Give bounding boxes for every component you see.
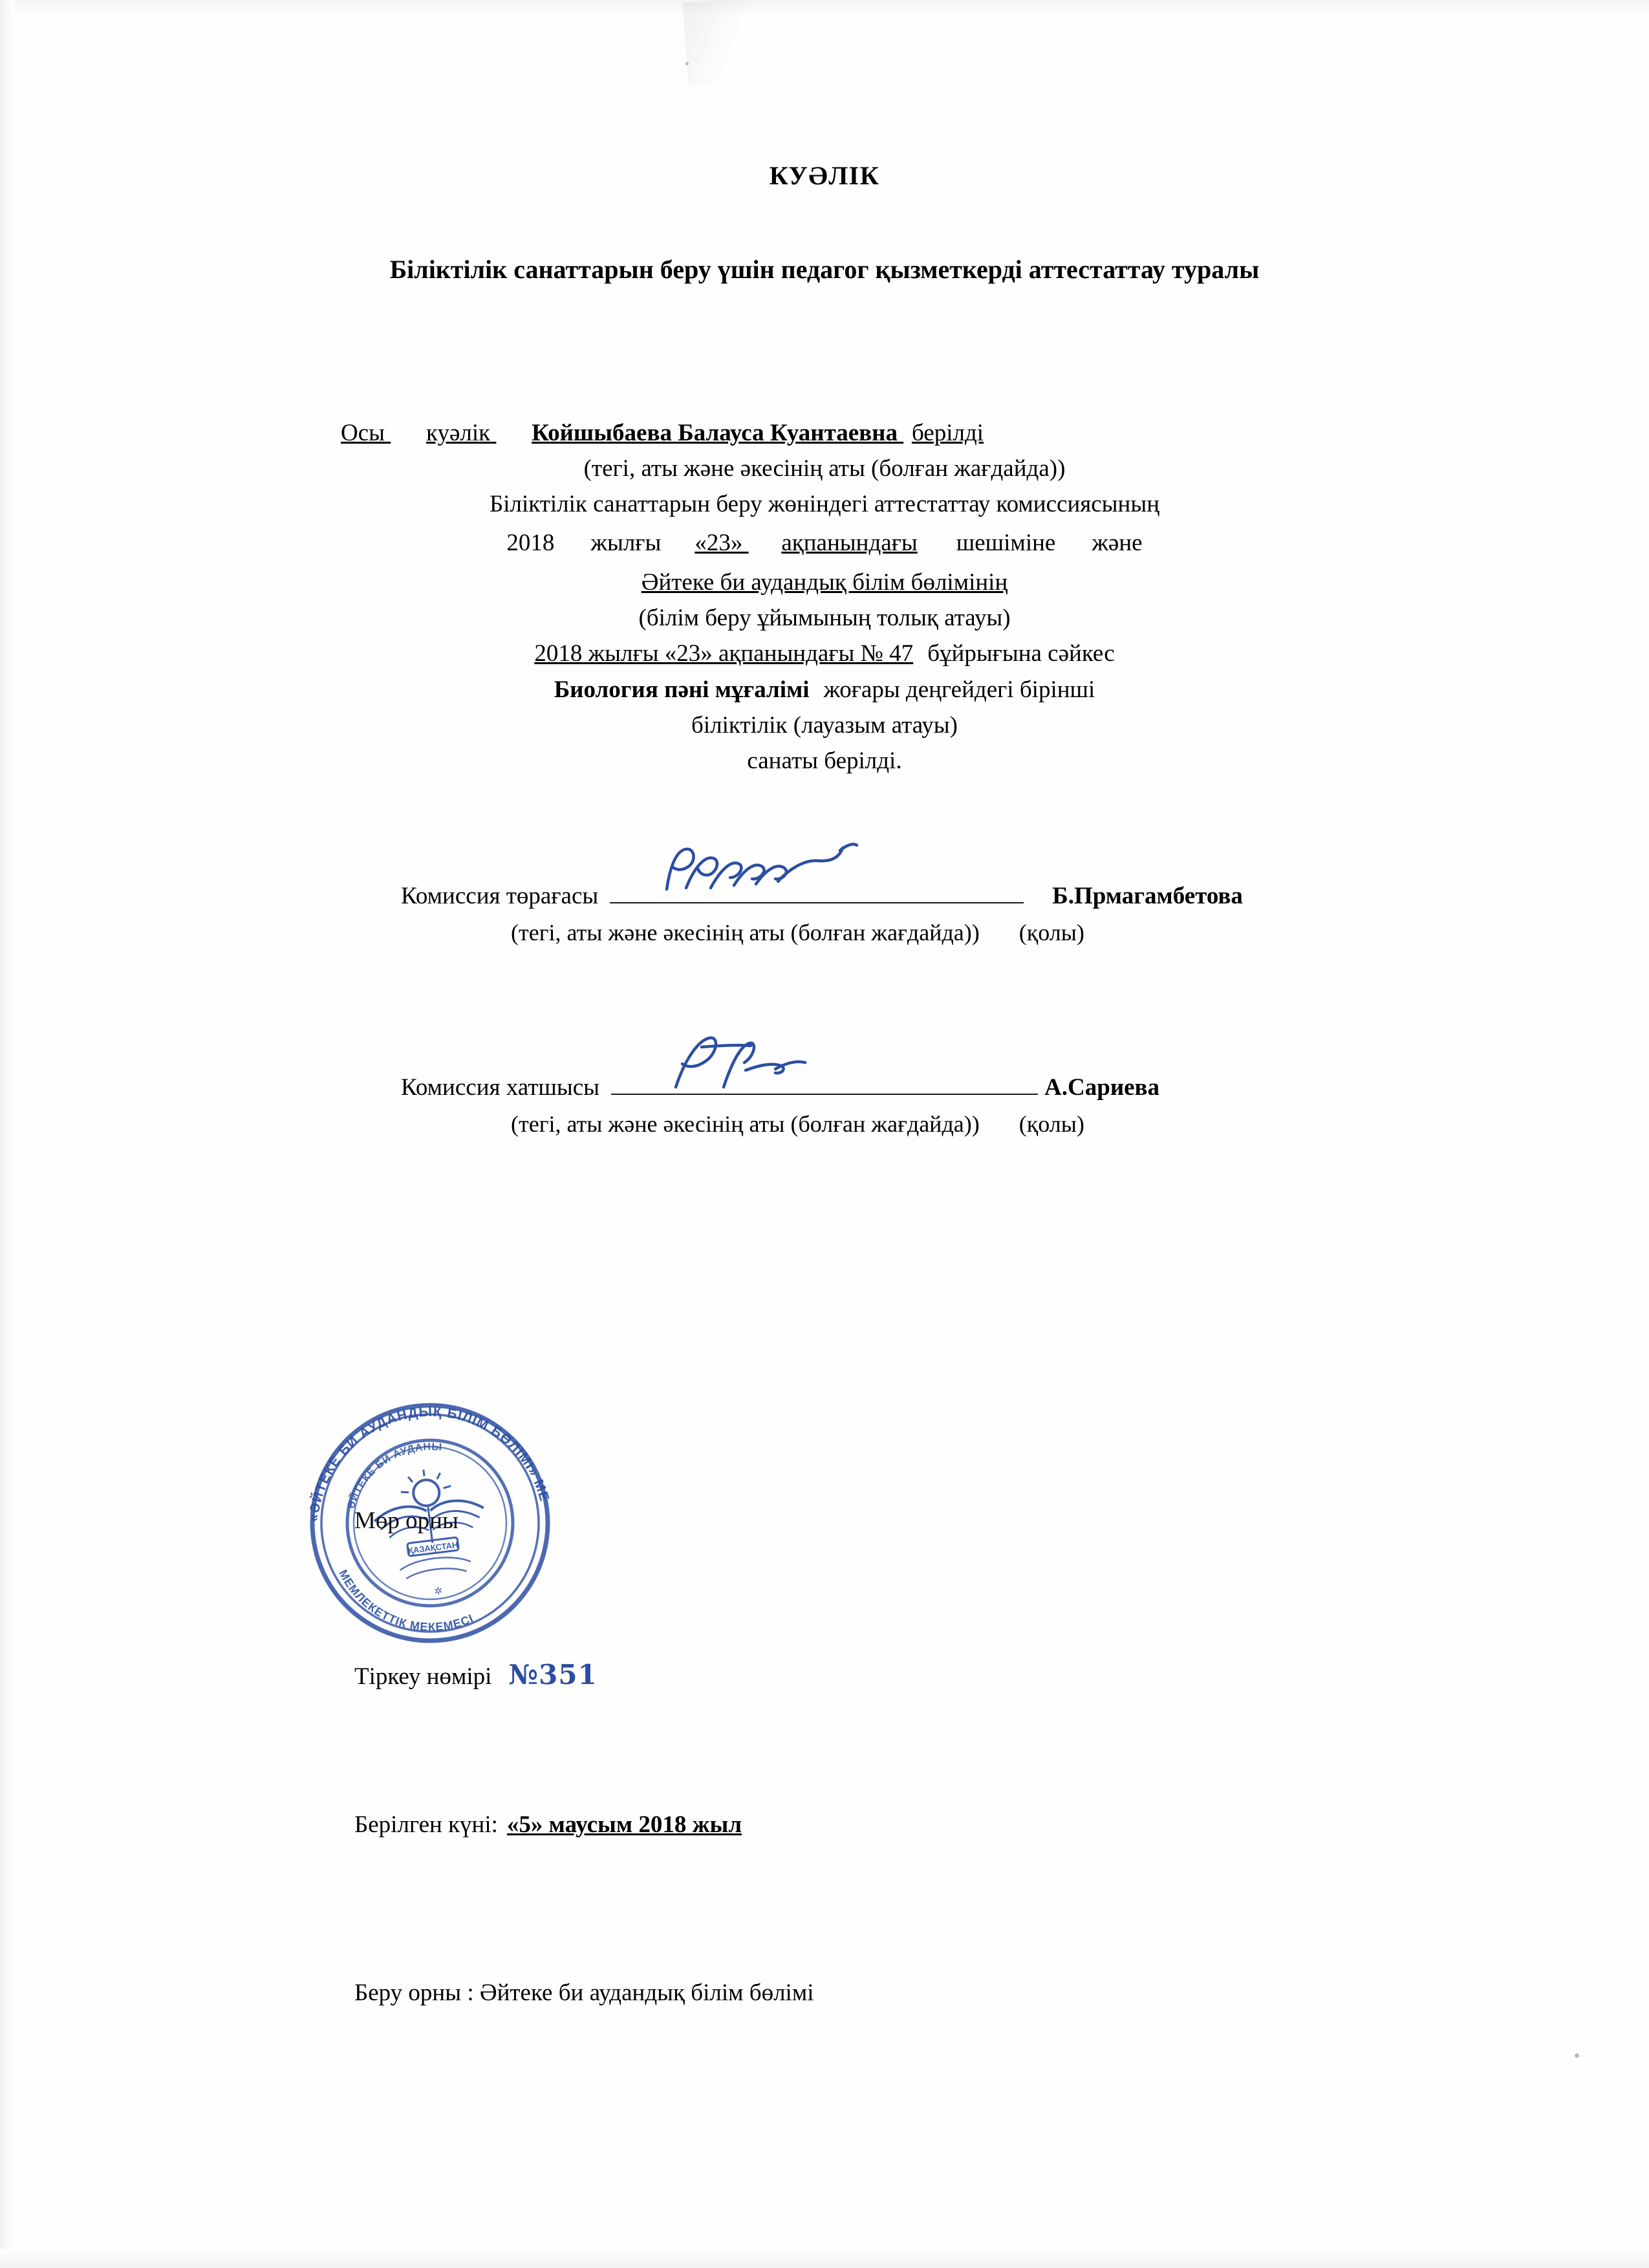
seal-place-label: Мөр орны [354, 1507, 458, 1534]
page-subtitle: Біліктілік санаттарын беру үшін педагог қызметкерді аттестаттау туралы [389, 255, 1260, 284]
category-caption: біліктілік (лауазым атауы) [691, 712, 958, 739]
svg-text:✲: ✲ [433, 1585, 444, 1597]
secretary-caption: (тегі, аты және әкесінің аты (болған жағдайда)) (қолы) [511, 1110, 1084, 1137]
position-line [268, 673, 1381, 708]
svg-text:ҚАЗАҚСТАН: ҚАЗАҚСТАН [407, 1540, 459, 1556]
granted-line: санаты берілді. [747, 747, 902, 774]
secretary-name: А.Сариева [1044, 1074, 1160, 1101]
secretary-handwritten-signature [642, 1028, 862, 1099]
commission-line: Біліктілік санаттарын беру жөніндегі аттестаттау комиссиясының [489, 490, 1160, 517]
registration-label: Тіркеу нөмірі [354, 1663, 492, 1690]
decision-tail-2: және [1092, 530, 1143, 557]
registration-number: №351 [508, 1659, 598, 1690]
issued-date-label: Берілген күні: [354, 1811, 498, 1838]
secretary-signature-caption: (қолы) [1018, 1110, 1084, 1137]
name-caption: (тегі, аты және әкесінің аты (болған жағдайда)) [583, 455, 1066, 482]
issued-date-row [354, 1811, 742, 1839]
chair-caption: (тегі, аты және әкесінің аты (болған жағдайда)) (қолы) [511, 919, 1084, 945]
decision-year: 2018 [506, 530, 555, 557]
decision-day: «23» [695, 530, 743, 557]
category-level: жоғары деңгейдегі бірінші [823, 676, 1095, 704]
decision-month: ақпанындағы [781, 530, 918, 557]
decision-year-word: жылғы [590, 530, 662, 557]
secretary-signature-line[interactable] [611, 1068, 1038, 1095]
page-title: КУӘЛІК [769, 161, 880, 190]
chair-label: Комиссия төрағасы [401, 882, 599, 909]
issued-word: куәлік [426, 420, 491, 446]
order-reference: 2018 жылғы «23» ақпанындағы № 47 [534, 640, 914, 667]
chair-signature-caption: (қолы) [1018, 919, 1084, 945]
order-line [268, 636, 1381, 672]
certificate-body [268, 416, 1381, 779]
issuance-line [341, 416, 1308, 451]
secretary-label: Комиссия хатшысы [401, 1074, 600, 1101]
holder-name: Койшыбаева Балауса Куантаевна [532, 420, 898, 446]
svg-text:МЕМЛЕКЕТТІК МЕКЕМЕСІ: МЕМЛЕКЕТТІК МЕКЕМЕСІ [336, 1567, 476, 1634]
decision-tail-1: шешіміне [956, 530, 1056, 557]
issued-place-row: Беру орны : Әйтеке би аудандық білім бөлімі [354, 1980, 814, 2006]
signature-row-chair [162, 876, 1487, 910]
scan-speck [1575, 2053, 1579, 2058]
registration-row [354, 1659, 598, 1690]
issued-date-value: «5» маусым 2018 жыл [506, 1811, 742, 1838]
organization-caption: (білім беру ұйымының толық атауы) [638, 604, 1011, 631]
position-title: Биология пәні мұғалімі [554, 676, 810, 704]
svg-text:ӘЙТЕКЕ БИ АУДАНЫ: ӘЙТЕКЕ БИ АУДАНЫ [345, 1441, 443, 1511]
order-tail: бұйрығына сәйкес [927, 640, 1115, 667]
issued-suffix: берілді [911, 420, 984, 446]
organization-name: Әйтеке би аудандық білім бөлімінің [641, 569, 1008, 596]
svg-text:«ӘЙТЕКЕ БИ АУДАНДЫҚ БІЛІМ БӨЛІ: «ӘЙТЕКЕ БИ АУДАНДЫҚ БІЛІМ БӨЛІМІ» МЕ [306, 1404, 552, 1522]
chair-name: Б.Прмагамбетова [1052, 882, 1243, 909]
issued-prefix: Осы [341, 420, 385, 446]
signature-area [162, 876, 1487, 1138]
signature-row-secretary [162, 1068, 1487, 1101]
chair-handwritten-signature [649, 834, 920, 905]
scan-edge-bottom [0, 2249, 1649, 2268]
chair-signature-line[interactable] [610, 876, 1024, 903]
decision-line [268, 526, 1381, 561]
